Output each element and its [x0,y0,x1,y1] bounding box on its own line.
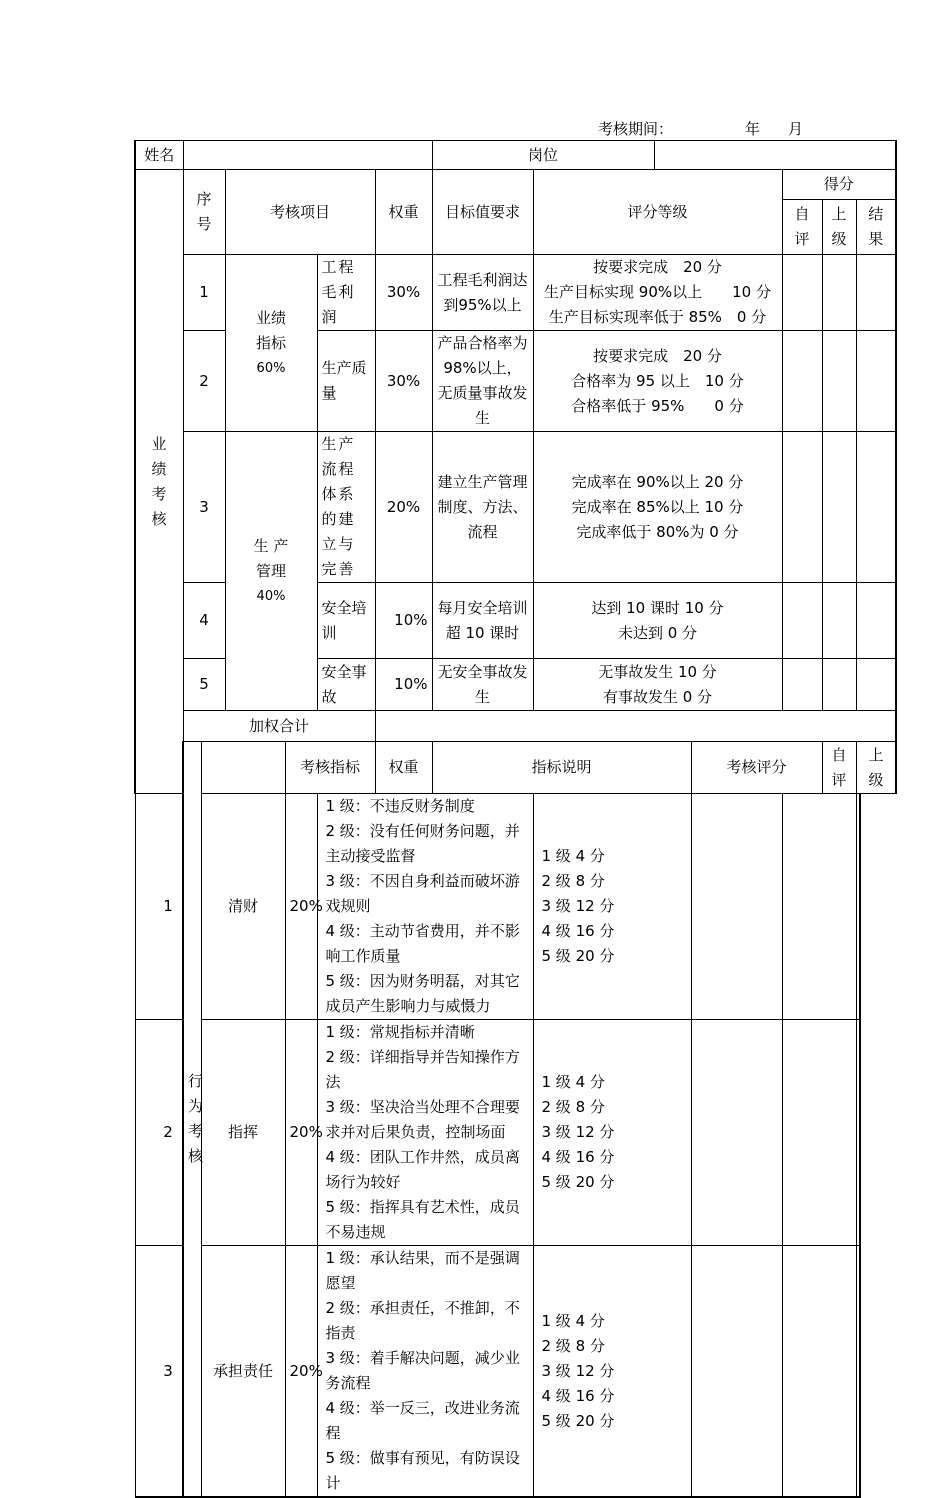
self-score-cell[interactable] [782,331,822,432]
assessment-form [134,140,897,1498]
superior-score-cell[interactable] [822,331,856,432]
perf-target: 无安全事故发生 [432,659,533,711]
item-header: 考核项目 [225,170,375,255]
assessment-period [598,118,803,139]
perf-item: 生产流程体系的建立与完善 [317,432,375,583]
behavior-section-label: 行为考核 [183,742,201,1498]
grading-header: 评分等级 [533,170,782,255]
self-score-cell[interactable] [782,659,822,711]
behavior-seq: 3 [135,1246,201,1498]
name-field[interactable] [183,141,432,170]
behavior-desc: 1 级：承认结果，而不是强调愿望 2 级：承担责任，不推卸，不指责 3 级：着手解决问题，减少业务流程 4 级：举一反三，改进业务流程 5 级：做事有预见，有防误设计 [317,1246,533,1498]
perf-weight: 20% [375,432,432,583]
behavior-self-cell[interactable] [691,794,782,1020]
perf-item: 安全培训 [317,583,375,659]
target-header: 目标值要求 [432,170,533,255]
self-header: 自评 [782,200,822,255]
perf-seq: 5 [183,659,225,711]
position-label: 岗位 [432,141,654,170]
behavior-indicator: 承担责任 [201,1246,285,1498]
behavior-seq-header [201,742,285,794]
perf-section-label: 业绩考核 [135,170,183,794]
behavior-seq: 2 [135,1020,201,1246]
superior-score-cell[interactable] [822,659,856,711]
perf-target: 建立生产管理制度、方法、流程 [432,432,533,583]
weighted-total-value[interactable] [375,711,896,742]
group-label-performance: 业绩 指标 60% [225,255,317,432]
self-score-cell[interactable] [782,255,822,331]
perf-item: 工程毛利润 [317,255,375,331]
perf-item: 安全事故 [317,659,375,711]
behavior-weight: 20% [285,1246,317,1498]
behavior-superior-cell[interactable] [782,794,856,1020]
perf-header-row-1 [135,170,896,200]
behavior-indicator: 指挥 [201,1020,285,1246]
weighted-total-label: 加权合计 [183,711,375,742]
period-month: 月 [788,120,804,138]
behavior-superior-cell[interactable] [782,1246,856,1498]
desc-header: 指标说明 [432,742,691,794]
position-field[interactable] [654,141,896,170]
perf-weight: 30% [375,331,432,432]
superior-header: 上级 [822,200,856,255]
perf-weight: 10% [375,583,432,659]
perf-seq: 4 [183,583,225,659]
result-score-cell[interactable] [856,583,896,659]
perf-grading: 达到 10 课时 10 分 未达到 0 分 [533,583,782,659]
behavior-self-cell[interactable] [691,1246,782,1498]
perf-grading: 按要求完成 20 分 生产目标实现 90%以上 10 分 生产目标实现率低于 85% 0 分 [533,255,782,331]
behavior-self-header: 自评 [822,742,856,794]
behavior-seq: 1 [135,794,201,1020]
perf-grading: 按要求完成 20 分 合格率为 95 以上 10 分 合格率低于 95% 0 分 [533,331,782,432]
perf-target: 产品合格率为 98%以上，无质量事故发生 [432,331,533,432]
result-score-cell[interactable] [856,255,896,331]
weighted-total-row [135,711,896,742]
superior-score-cell[interactable] [822,255,856,331]
result-score-cell[interactable] [856,659,896,711]
self-score-cell[interactable] [782,432,822,583]
behavior-self-cell[interactable] [691,1020,782,1246]
perf-grading: 完成率在 90%以上 20 分 完成率在 85%以上 10 分 完成率低于 80%为 0 分 [533,432,782,583]
period-label: 考核期间： [598,120,674,138]
behavior-weight: 20% [285,794,317,1020]
perf-weight: 30% [375,255,432,331]
result-score-cell[interactable] [856,331,896,432]
perf-target: 每月安全培训超 10 课时 [432,583,533,659]
perf-row [135,255,896,331]
indicator-header: 考核指标 [285,742,375,794]
behavior-row [135,1020,896,1246]
perf-weight: 10% [375,659,432,711]
rating-header: 考核评分 [691,742,822,794]
superior-score-cell[interactable] [822,583,856,659]
perf-row [135,432,896,583]
seq-header: 序号 [183,170,225,255]
behavior-superior-cell[interactable] [782,1020,856,1246]
behavior-rating: 1 级 4 分 2 级 8 分 3 级 12 分 4 级 16 分 5 级 20 分 [533,1020,691,1246]
weight-header: 权重 [375,170,432,255]
perf-target: 工程毛利润达到95%以上 [432,255,533,331]
behavior-result-cell[interactable] [856,1020,860,1246]
perf-item: 生产质量 [317,331,375,432]
behavior-rating: 1 级 4 分 2 级 8 分 3 级 12 分 4 级 16 分 5 级 20 分 [533,794,691,1020]
score-header: 得分 [782,170,896,200]
behavior-rating: 1 级 4 分 2 级 8 分 3 级 12 分 4 级 16 分 5 级 20 分 [533,1246,691,1498]
perf-seq: 2 [183,331,225,432]
perf-seq: 3 [183,432,225,583]
behavior-header-row [135,742,896,794]
behavior-row [135,794,896,1020]
period-year: 年 [745,120,761,138]
self-score-cell[interactable] [782,583,822,659]
behavior-desc: 1 级：不违反财务制度 2 级：没有任何财务问题，并主动接受监督 3 级：不因自身利益而破坏游戏规则 4 级：主动节省费用，并不影响工作质量 5 级：因为财务明磊，对其它成员产生影响力与威慑力 [317,794,533,1020]
behavior-weight-header: 权重 [375,742,432,794]
name-label: 姓名 [135,141,183,170]
behavior-superior-header: 上级 [856,742,896,794]
result-score-cell[interactable] [856,432,896,583]
behavior-indicator: 清财 [201,794,285,1020]
group-label-production: 生 产 管理 40% [225,432,317,711]
perf-grading: 无事故发生 10 分 有事故发生 0 分 [533,659,782,711]
superior-score-cell[interactable] [822,432,856,583]
behavior-weight: 20% [285,1020,317,1246]
behavior-result-cell[interactable] [856,1246,860,1498]
name-row [135,141,896,170]
behavior-result-cell[interactable] [856,794,860,1020]
perf-seq: 1 [183,255,225,331]
behavior-desc: 1 级：常规指标并清晰 2 级：详细指导并告知操作方法 3 级：坚决洽当处理不合理要求并对后果负责，控制场面 4 级：团队工作井然，成员离场行为较好 5 级：指挥具有艺术性，成员不易违规 [317,1020,533,1246]
result-header: 结果 [856,200,896,255]
behavior-row [135,1246,896,1498]
